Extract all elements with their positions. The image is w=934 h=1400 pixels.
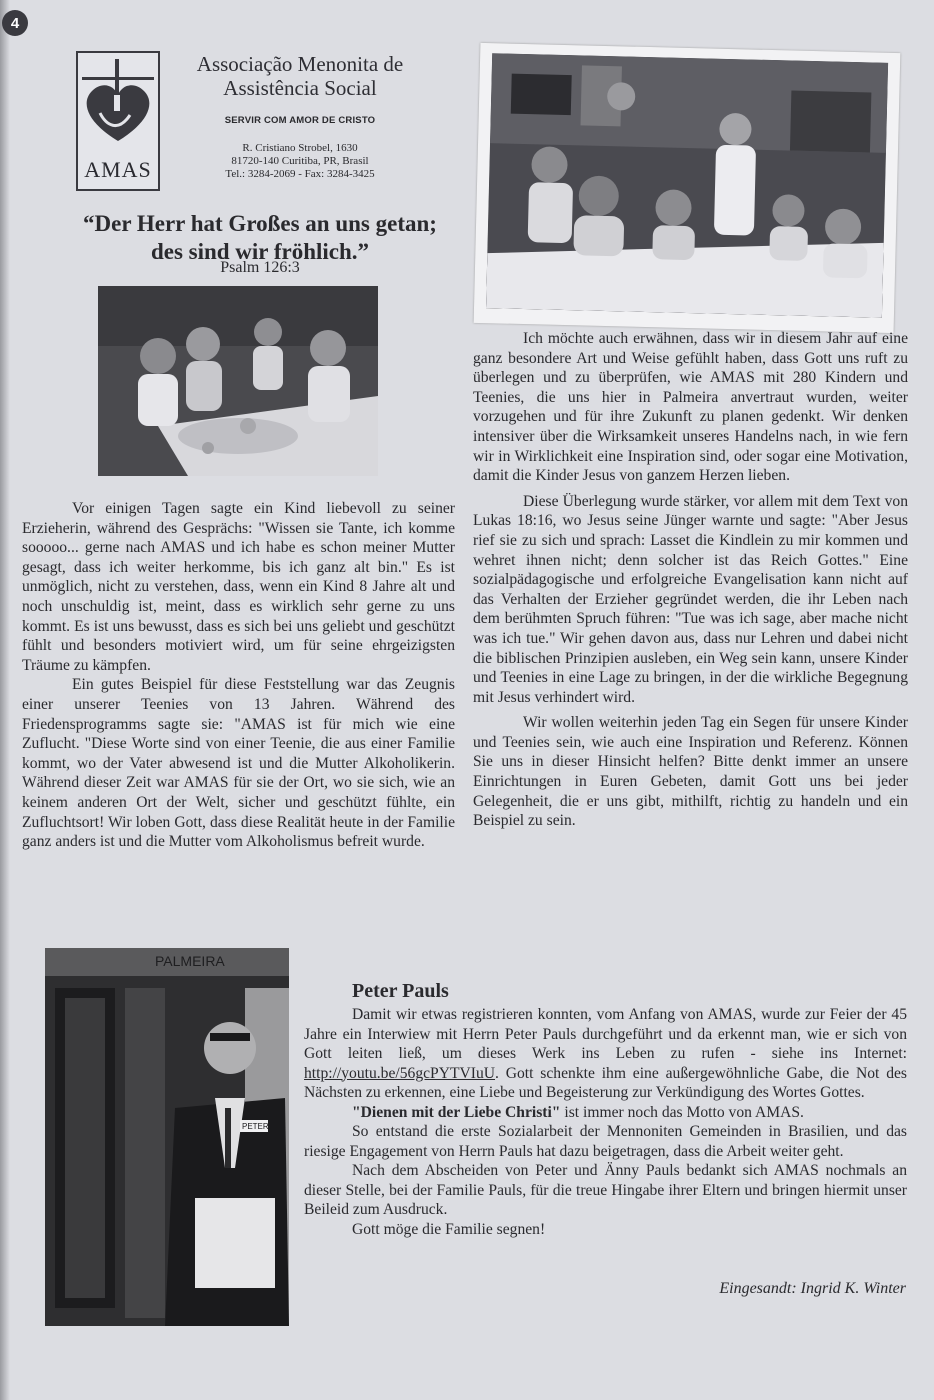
bible-reference: Psalm 126:3 (220, 259, 300, 276)
address-line: R. Cristiano Strobel, 1630 (242, 142, 358, 154)
amas-logo (76, 51, 160, 191)
photo-sign-text: PALMEIRA (155, 953, 225, 969)
author-signature: Eingesandt: Ingrid K. Winter (719, 1280, 906, 1297)
paragraph: Gott möge die Familie segnen! (352, 1220, 546, 1238)
photo-peter-pauls (45, 948, 289, 1326)
youtube-link[interactable]: http://youtu.be/56gcPYTVIuU (304, 1064, 496, 1082)
page-edge-shadow (0, 0, 10, 1400)
paragraph: Ich möchte auch erwähnen, dass wir in diesem Jahr auf eine ganz besondere Art und Weise gefühlt haben, dass Gott uns ruft zu überlegen und zu überprüfen, wie AMAS mit 280 Kindern und Teenies, die uns hier in Palmeira anvertraut wurden, weiter vorzugehen und für ihre Zukunft zu planen gedenkt. Wir denken intensiver über die Wirksamkeit unseres Handelns nach, in wie fern wir in Wirklichkeit eine Inspiration sind, oder sogar eine Motivation, damit die Kinder Jesus von ganzem Herzen lieben. (473, 330, 908, 485)
paragraph: Vor einigen Tagen sagte ein Kind liebevoll zu seiner Erzieherin, während des Gesprächs: "Wissen sie Tante, ich komme sooooo... gerne nach AMAS und ich habe es schon meiner Mutter gesagt, dass ich weiter herkomme, bis ich ganz alt bin." Es ist unmöglich, nicht zu verstehen, dass, wenn ein Kind 8 Jahre alt und noch unschuldig ist, meint, dass es wirklich sehr gerne zu uns kommt. Es ist uns bewusst, dass es sich bei uns geliebt und geschützt fühlt und besonders motiviert wird, um für seine ehrgeizigsten Träume zu kämpfen. (22, 500, 455, 674)
headline-line: “Der Herr hat Großes an uns getan; (83, 211, 437, 236)
paragraph: Wir wollen weiterhin jeden Tag ein Segen für unsere Kinder und Teenies sein, wie auch eine Inspiration und Referenz. Können Sie uns in dieser Hinsicht helfen? Bitte denkt immer an unsere Einrichtungen in Euren Gebeten, damit Gott uns bei jeder Gelegenheit, die er uns gibt, mithilft, richtig zu handeln und ein Beispiel zu sein. (473, 714, 908, 830)
paragraph: Nach dem Abscheiden von Peter und Änny Pauls bedankt sich AMAS nochmals an dieser Stelle, bei der Familie Pauls, für die treue Hingabe ihrer Eltern und bringen hiermit unser Beileid zum Ausdruck. (304, 1162, 907, 1218)
address-line: 81720-140 Curitiba, PR, Brasil (231, 155, 369, 167)
headline-quote (40, 210, 480, 266)
contact-line: Tel.: 3284-2069 - Fax: 3284-3425 (225, 168, 375, 180)
peter-pauls-article (304, 1005, 907, 1239)
motto-quote: "Dienen mit der Liebe Christi" (352, 1103, 561, 1121)
paragraph: Ein gutes Beispiel für diese Feststellung war das Zeugnis einer unserer Teenies von 13 Jahren. Während des Friedensprogramms sagte sie: "AMAS ist für mich wie eine Zuflucht. "Diese Worte sind von einer Teenie, die aus einer Familie kommt, wo der Vater abwesend ist und die Mutter Alkoholikerin. Während dieser Zeit war AMAS für sie der Ort, wo sie sich, wie an keinem anderen Ort der Welt, sicher und geschützt fühlte, ein Zufluchtsort! Wir loben Gott, dass diese Realität heute in der Familie ganz anders ist und die Mutter vom Alkoholismus befreit wurde. (22, 676, 455, 851)
section-title-peter-pauls: Peter Pauls (352, 980, 449, 1002)
paragraph: Diese Überlegung wurde stärker, vor allem mit dem Text von Lukas 18:16, wo Jesus seine Jünger warnte und sagte: "Aber Jesus rief sie zu sich und sprach: Lasset die Kindlein zu mir kommen und wehret ihnen nicht; denn solcher ist das Reich Gottes." Eine sozialpädagogische und erfolgreiche Evangelisation kann nicht auf das Verhalten der Erzieher gegründet werden, die ihr Leben nach dem berühmten Spruch führen: "Tue was ich sage, aber mache nicht was ich tue." Wir gehen davon aus, dass nur Lehren und dabei nicht die biblischen Prinzipien ausleben, ein Weg sein kann, unsere Kinder und Teenies in eine Lage zu bringen, in der die wirkliche Begegnung mit Jesus verhindert wird. (473, 492, 908, 706)
logo-wordmark: AMAS (84, 157, 152, 182)
photo-children-at-table (98, 286, 378, 476)
paragraph: Damit wir etwas registrieren konnten, vom Anfang von AMAS, wurde zur Feier der 45 Jahre ein Interwiew mit Herrn Peter Pauls durchgeführt und da erkennt man, wie er sich von Gott leiten ließ, um dieses Werk ins Leben zu rufen - siehe ins Internet: http://youtu.be/56gcPYTVIuU. Gott schenkte ihm eine außergewöhnliche Gabe, die Not des Nächsten zu erkennen, eine Liebe und Begeisterung zur Verkündigung des Wortes Gottes. (304, 1006, 907, 1101)
organization-motto: SERVIR COM AMOR DE CRISTO (224, 115, 376, 126)
headline-line: des sind wir fröhlich.” (150, 239, 370, 264)
article-left-column (22, 499, 455, 852)
organization-address (190, 142, 410, 181)
organization-name: Associação Menonita de Assistência Social (196, 52, 404, 100)
name-badge-text: PETER (242, 1122, 269, 1131)
paragraph: "Dienen mit der Liebe Christi" ist immer noch das Motto von AMAS. (352, 1103, 804, 1121)
paragraph: So entstand die erste Sozialarbeit der Mennoniten Gemeinden in Brasilien, und das riesige Engagement von Herrn Pauls hat dazu beigetragen, dass die Arbeit weiter geht. (304, 1123, 907, 1160)
article-right-column (473, 329, 908, 831)
page-number: 4 (2, 10, 28, 36)
photo-classroom (474, 43, 901, 333)
